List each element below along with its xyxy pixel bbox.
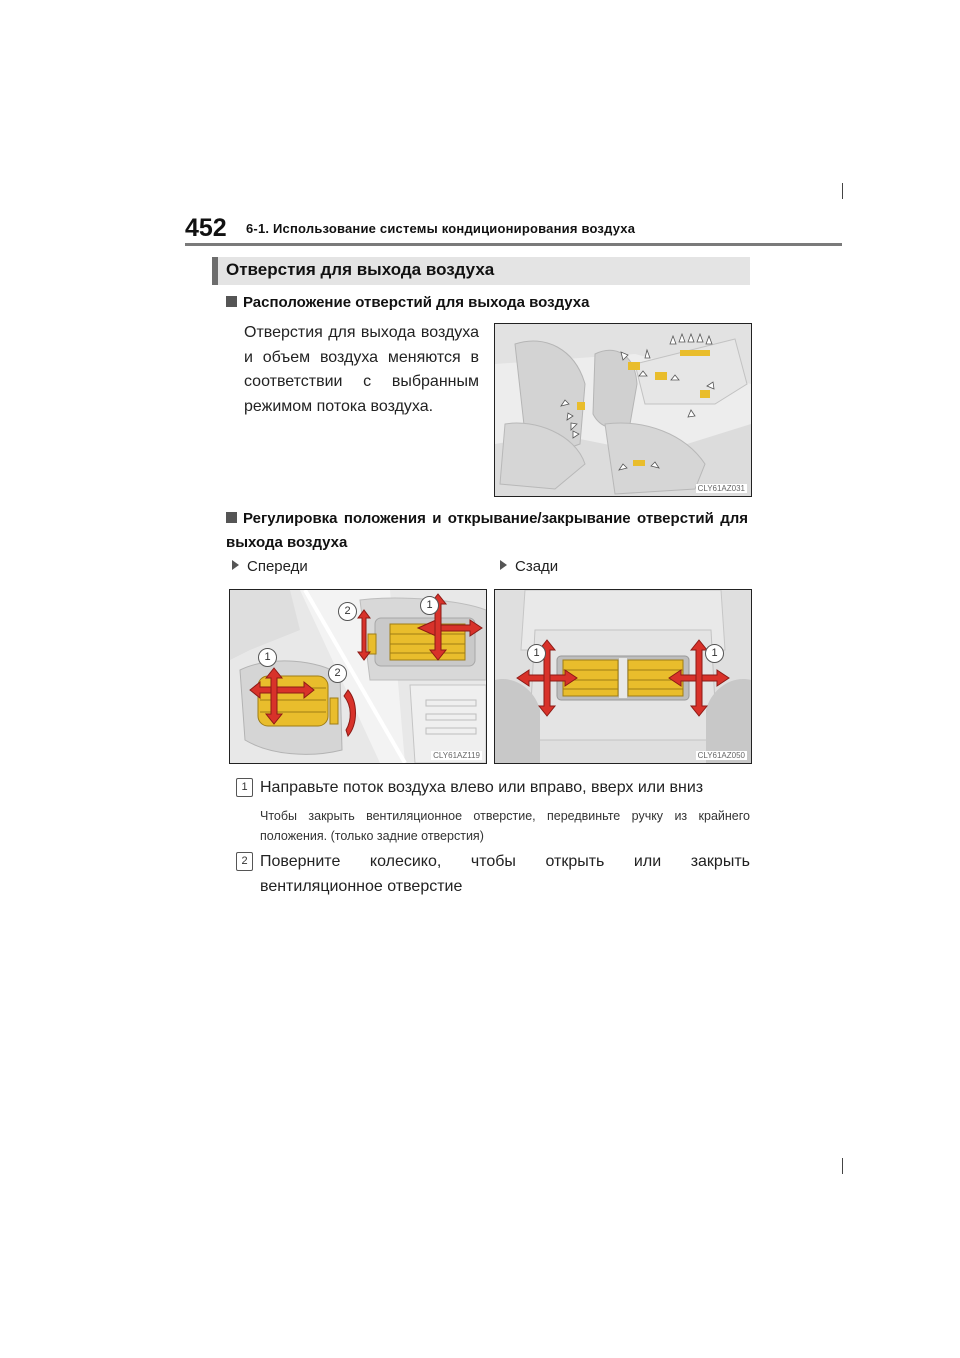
section-accent [212, 257, 218, 285]
rear-label [500, 558, 558, 575]
page-number: 452 [185, 214, 227, 242]
instruction-2-number: 2 [236, 852, 253, 871]
rear-vents-illustration [495, 590, 751, 763]
cabin-illustration [495, 324, 751, 496]
rear-label-text: Сзади [515, 558, 559, 575]
instruction-1-text: Направьте поток воздуха влево или вправо, вверх или вниз [260, 779, 704, 796]
square-bullet-icon [226, 512, 237, 523]
cabin-vents-figure [494, 323, 752, 497]
adjust-heading [226, 507, 748, 555]
callout-1-badge: 1 [705, 644, 724, 663]
header-rule [185, 243, 842, 246]
triangle-bullet-icon [232, 560, 239, 570]
figure-code: CLY61AZ119 [433, 751, 480, 760]
rear-vents-figure [494, 589, 752, 764]
instruction-1-note: Чтобы закрыть вентиляционное отверстие, передвиньте ручку из крайнего положения. (только задние отверстия) [260, 809, 750, 843]
callout-2-badge: 2 [338, 602, 357, 621]
section-title-bar [212, 257, 750, 285]
front-vents-illustration [230, 590, 486, 763]
section-title: Отверстия для выхода воздуха [226, 260, 495, 279]
figure-code: CLY61AZ031 [697, 484, 745, 493]
callout-1-badge: 1 [527, 644, 546, 663]
location-body: Отверстия для выхода воздуха и объем воздуха меняются в соответствии с выбранным режимом потока воздуха. [244, 324, 479, 415]
front-label [232, 558, 308, 575]
instruction-2-text: Поверните колесико, чтобы открыть или закрыть вентиляционное отверстие [260, 853, 750, 895]
front-vents-figure [229, 589, 487, 764]
square-bullet-icon [226, 296, 237, 307]
triangle-bullet-icon [500, 560, 507, 570]
callout-1-badge: 1 [420, 596, 439, 615]
adjust-heading-text: Регулировка положения и открывание/закрывание отверстий для выхода воздуха [226, 510, 748, 551]
crop-mark-bottom [842, 1158, 843, 1174]
callout-2-badge: 2 [328, 664, 347, 683]
figure-code: CLY61AZ050 [697, 751, 745, 760]
chapter-title: 6-1. Использование системы кондиционирования воздуха [246, 221, 636, 236]
callout-1-badge: 1 [258, 648, 277, 667]
location-heading-text: Расположение отверстий для выхода воздуха [243, 294, 590, 311]
location-heading [226, 294, 756, 311]
crop-mark-top [842, 183, 843, 199]
front-label-text: Спереди [247, 558, 308, 575]
instruction-1-number: 1 [236, 778, 253, 797]
